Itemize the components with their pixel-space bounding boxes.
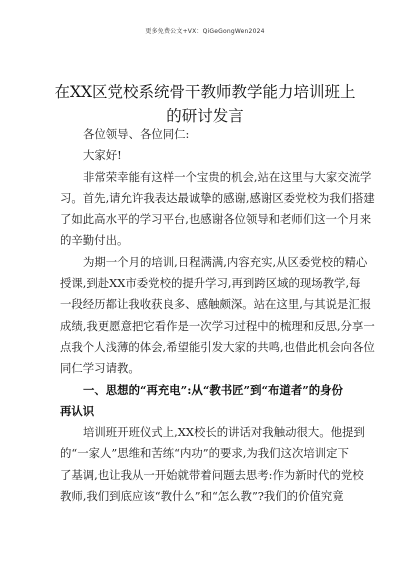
- paragraph-line: 非常荣幸能有这样一个宝贵的机会,站在这里与大家交流学: [83, 169, 372, 184]
- paragraph-line: 点我个人浅薄的体会,希望能引发大家的共鸣,也借此机会向各位: [60, 339, 375, 354]
- title-line: 的研讨发言: [166, 107, 244, 125]
- paragraph-line: 教师,我们到底应该“教什么”和“怎么教”?我们的价值究竟: [60, 489, 344, 504]
- paragraph-line: 的辛勤付出。: [60, 233, 129, 248]
- salutation: 各位领导、各位同仁:: [83, 127, 190, 141]
- document-title: [40, 80, 370, 128]
- greeting: 大家好!: [83, 148, 122, 163]
- header-note: 更多免费公文+VX：QiGeGongWen2024: [145, 28, 265, 35]
- paragraph-line: 了如此高水平的学习平台,也感谢各位领导和老师们这一个月来: [60, 212, 372, 227]
- document-body: [60, 124, 375, 507]
- paragraph-line: 为期一个月的培训,日程满满,内容充实,从区委党校的精心: [83, 254, 368, 269]
- paragraph-line: 授课,到赴XX市委党校的提升学习,再到跨区域的现场教学,每: [60, 276, 361, 291]
- paragraph-line: 习。首先,请允许我表达最诚挚的感谢,感谢区委党校为我们搭建: [60, 190, 375, 205]
- paragraph-line: 同仁学习请教。: [60, 361, 140, 376]
- paragraph-line: 一段经历都让我收获良多、感触颇深。站在这里,与其说是汇报: [60, 297, 372, 312]
- paragraph-line: 的“一家人”思维和苦练“内功”的要求,为我们这次培训定下: [60, 446, 349, 461]
- paragraph-line: 成绩,我更愿意把它看作是一次学习过程中的梳理和反思,分享一: [60, 318, 375, 333]
- section-heading: 一、思想的“再充电”:从“教书匠”到“布道者”的身份: [83, 382, 343, 397]
- section-heading: 再认识: [60, 403, 95, 418]
- title-line: 在XX区党校系统骨干教师教学能力培训班上: [54, 83, 356, 101]
- paragraph-line: 培训班开班仪式上,XX校长的讲话对我触动很大。他提到: [83, 425, 365, 440]
- paragraph-line: 了基调,也让我从一开始就带着问题去思考:作为新时代的党校: [60, 467, 364, 482]
